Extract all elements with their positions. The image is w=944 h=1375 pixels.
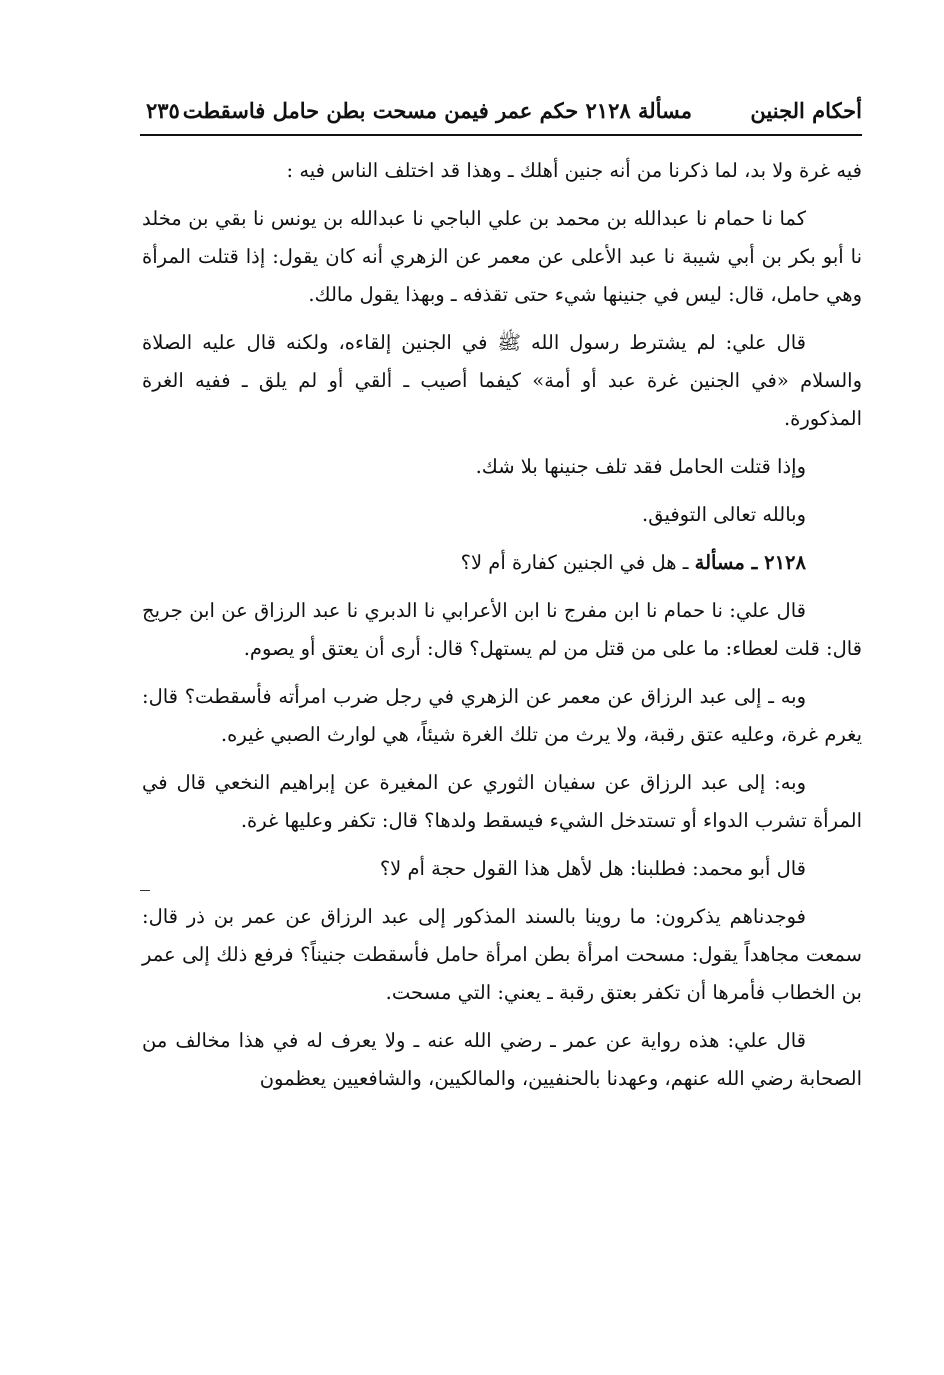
paragraph: وبه ـ إلى عبد الرزاق عن معمر عن الزهري في رجل ضرب امرأته فأسقطت؟ قال: يغرم غرة، وعليه عتق رقبة، ولا يرث من تلك الغرة شيئاً، هي لوارث الصبي غيره. — [142, 685, 862, 746]
paragraph: وبالله تعالى التوفيق. — [642, 503, 806, 526]
paragraph: قال أبو محمد: فطلبنا: هل لأهل هذا القول حجة أم لا؟ — [379, 857, 806, 880]
main-text — [142, 152, 862, 1108]
page-number: ٢٣٥ — [146, 98, 180, 123]
paragraph: قال علي: لم يشترط رسول الله ﷺ في الجنين إلقاءه، ولكنه قال عليه الصلاة والسلام «في الجنين غرة عبد أو أمة» كيفما أصيب ـ ألقي أو لم يلق ـ ففيه الغرة المذكورة. — [142, 331, 862, 430]
book-title: أحكام الجنين — [750, 98, 862, 123]
running-header — [140, 92, 862, 132]
paragraph: قال علي: نا حمام نا ابن مفرج نا ابن الأعرابي نا الدبري نا عبد الرزاق عن ابن جريج قال: قلت لعطاء: ما على من قتل من لم يستهل؟ قال: أرى أن يعتق أو يصوم. — [142, 599, 862, 660]
issue-heading — [142, 544, 862, 582]
paragraph: وبه: إلى عبد الرزاق عن سفيان الثوري عن المغيرة عن إبراهيم النخعي قال في المرأة تشرب الدواء أو تستدخل الشيء فيسقط ولدها؟ قال: تكفر وعليها غرة. — [142, 771, 862, 832]
header-rule — [140, 134, 862, 136]
issue-title: مسألة ٢١٢٨ حكم عمر فيمن مسحت بطن حامل فاسقطت — [182, 98, 692, 123]
paragraph: قال علي: هذه رواية عن عمر ـ رضي الله عنه ـ ولا يعرف له في هذا مخالف من الصحابة رضي الله عنهم، وعهدنا بالحنفيين، والمالكيين، والشافعيين يعظمون — [142, 1029, 862, 1090]
paragraph: فيه غرة ولا بد، لما ذكرنا من أنه جنين أهلك ـ وهذا قد اختلف الناس فيه : — [286, 159, 862, 182]
issue-question: ـ هل في الجنين كفارة أم لا؟ — [460, 551, 695, 574]
paragraph: فوجدناهم يذكرون: ما روينا بالسند المذكور إلى عبد الرزاق عن عمر بن ذر قال: سمعت مجاهداً يقول: مسحت امرأة بطن امرأة حامل فأسقطت جنيناً؟ فرفع ذلك إلى عمر بن الخطاب فأمرها أن تكفر بعتق رقبة ـ يعني: التي مسحت. — [142, 905, 862, 1004]
paragraph: وإذا قتلت الحامل فقد تلف جنينها بلا شك. — [475, 455, 806, 478]
paragraph: كما نا حمام نا عبدالله بن محمد بن علي الباجي نا عبدالله بن يونس نا بقي بن مخلد نا أبو بكر بن أبي شيبة نا عبد الأعلى عن معمر عن الزهري أنه كان يقول: إذا قتلت المرأة وهي حامل، قال: ليس في جنينها شيء حتى تقذفه ـ وبهذا يقول مالك. — [142, 207, 862, 306]
issue-number: ٢١٢٨ ـ مسألة — [694, 551, 806, 574]
